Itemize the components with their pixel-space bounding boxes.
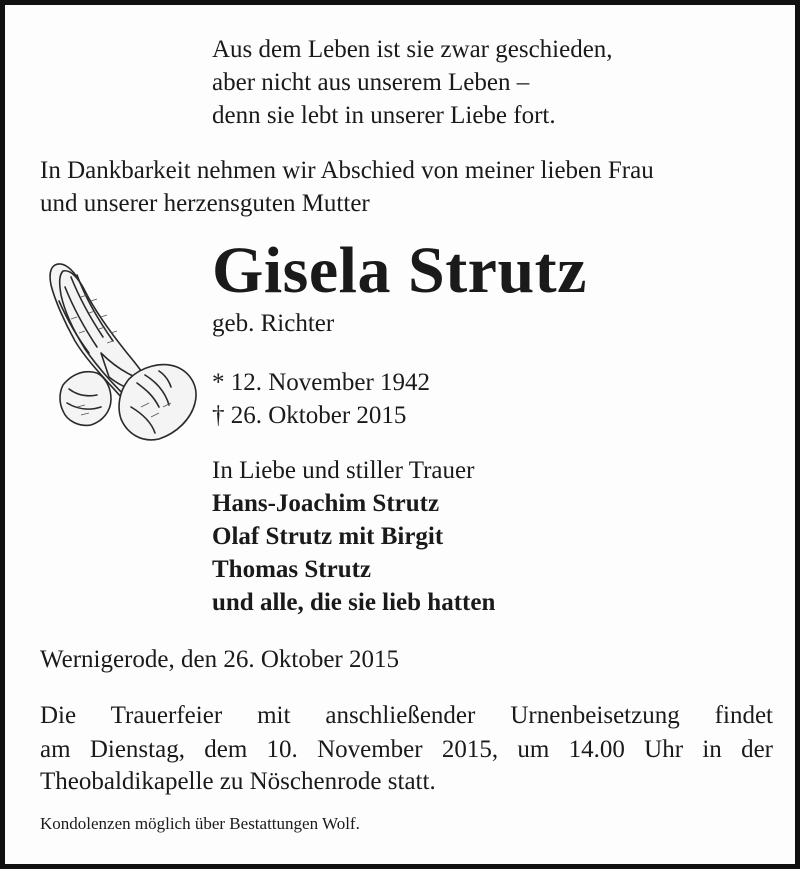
motto-line-2: aber nicht aus unserem Leben – xyxy=(212,69,530,96)
motto-line-1: Aus dem Leben ist sie zwar geschieden, xyxy=(212,36,613,63)
mourner-name: Olaf Strutz mit Birgit xyxy=(212,523,444,550)
birth-date: * 12. November 1942 xyxy=(212,369,431,396)
praying-hands-icon xyxy=(41,257,201,453)
intro-line-1: In Dankbarkeit nehmen wir Abschied von meiner lieben Frau xyxy=(40,157,654,184)
mourner-name: und alle, die sie lieb hatten xyxy=(212,589,496,616)
mourner-name: Thomas Strutz xyxy=(212,556,372,583)
mourner-name: Hans-Joachim Strutz xyxy=(212,490,440,517)
condolences-note: Kondolenzen möglich über Bestattungen Wolf. xyxy=(40,814,360,833)
ceremony-line-1: Die Trauerfeier mit anschließender Urnenbeisetzung findet xyxy=(40,702,773,729)
deceased-name: Gisela Strutz xyxy=(212,234,587,307)
ceremony-line-2: am Dienstag, dem 10. November 2015, um 14.00 Uhr in der xyxy=(40,736,773,763)
mourners-intro: In Liebe und stiller Trauer xyxy=(212,457,475,484)
motto-line-3: denn sie lebt in unserer Liebe fort. xyxy=(212,102,556,129)
maiden-name: geb. Richter xyxy=(212,310,335,337)
intro-line-2: und unserer herzensguten Mutter xyxy=(40,190,370,217)
ceremony-line-3: Theobaldikapelle zu Nöschenrode statt. xyxy=(40,768,436,795)
place-date: Wernigerode, den 26. Oktober 2015 xyxy=(40,646,399,673)
death-date: † 26. Oktober 2015 xyxy=(212,402,407,429)
